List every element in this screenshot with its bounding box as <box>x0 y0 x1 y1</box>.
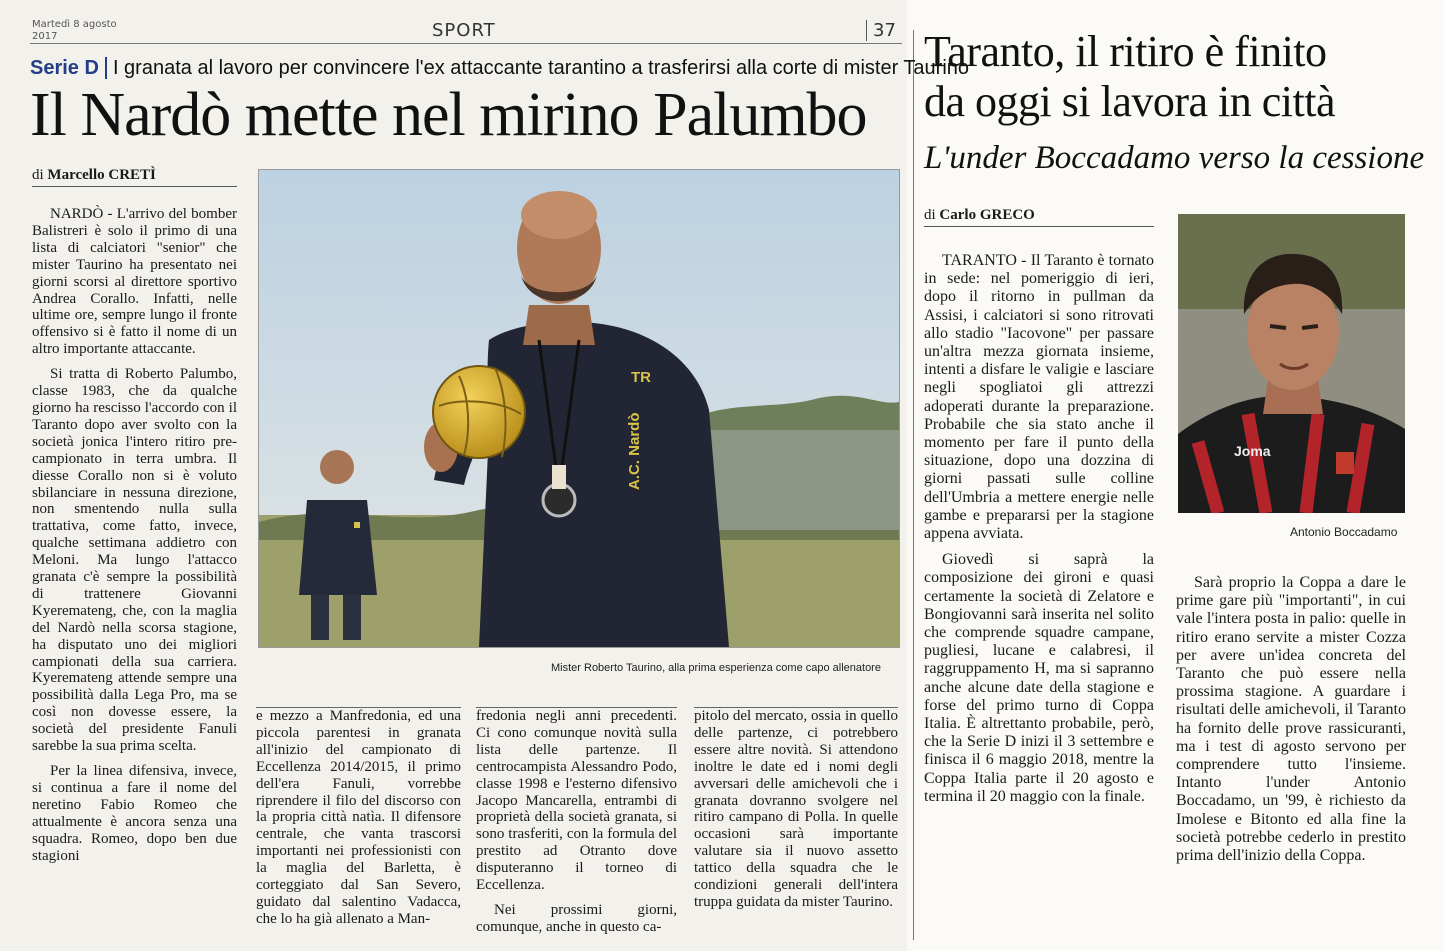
left-column-4 <box>694 707 898 911</box>
right-column-2 <box>1176 574 1406 865</box>
player-photo <box>1178 214 1405 513</box>
header-rule <box>30 43 902 44</box>
byline-author: Carlo GRECO <box>939 207 1035 223</box>
section-title: SPORT <box>432 20 496 41</box>
right-headline-line-1: Taranto, il ritiro è finito <box>924 27 1327 76</box>
player-photo-illustration <box>1178 214 1405 513</box>
kicker-separator <box>105 57 107 79</box>
right-headline-line-2: da oggi si lavora in città <box>924 77 1335 126</box>
shirt-sponsor: Joma <box>1234 443 1271 459</box>
right-col1-paragraph-1: TARANTO - Il Taranto è tornato in sede: nel pomeriggio di ieri, dopo il ritorno in pullman da Assisi, i calciatori si sono ritrovati allo stadio "Iacovone" per passare un'altra mezza giornata insieme, intenti a disfare le valigie e lasciare negli spogliatoi gli attrezzi adoperati durante la preparazione. Probabile che sia stato anche il momento per fare il punto della situazione, dopo una dozzina di giorni passati sulle colline dell'Umbria a mettere energie nelle gambe e prepararsi per la stagione appena avviata. <box>924 252 1154 543</box>
left-kicker <box>30 57 970 80</box>
left-col1-paragraph-3: Per la linea difensiva, invece, si continua a fare il nome del neretino Fabio Romeo che attualmente è ancora senza una squadra. Romeo, dopo ben due stagioni <box>32 763 237 864</box>
left-column-2 <box>256 707 461 928</box>
left-col3-paragraph-2: Nei prossimi giorni, comunque, anche in questo ca- <box>476 901 677 935</box>
right-column-1 <box>924 252 1154 806</box>
coach-photo <box>258 169 900 648</box>
right-col2-paragraph: Sarà proprio la Coppa a dare le prime gare più "importanti", in cui vale l'intera posta in palio: quelle in ritiro erano servite a mister Cozza per avere un'idea concreta del Taranto che può essere nella prossima stagione. A guardare i risultati delle amichevoli, il Taranto ha fornito delle prove rassicuranti, ma i test di agosto servono per comprendere tutto l'insieme. Intanto l'under Antonio Boccadamo, un '99, è richiesto da Imolese e Bitonto ed alla fine la società potrebbe cederlo in prestito prima dell'inizio della Coppa. <box>1176 574 1406 865</box>
page-number: 37 <box>866 20 896 41</box>
left-col3-paragraph-1: fredonia negli anni precedenti. Ci cono comunque novità sulla lista delle partenze. Il centrocampista Alessandro Podo, classe 1998 e l'esterno difensivo Jacopo Mancarella, entrambi di proprietà della società granata, si sono trasferiti, con la formula del prestito ad Otranto dove disputeranno il torneo di Eccellenza. <box>476 708 677 894</box>
byline-author: Marcello CRETÌ <box>47 167 156 183</box>
left-column-3 <box>476 707 677 936</box>
kicker-tag: Serie D <box>30 57 99 79</box>
left-col1-paragraph-1: NARDÒ - L'arrivo del bomber Balistreri è solo il primo di una lista di calciatori "senior" che mister Taurino ha presentato nei giorni scorsi al direttore sportivo Andrea Corallo. Infatti, nelle ultime ore, sempre lungo il fronte offensivo si è fatto il nome di un altro importante attaccante. <box>32 206 237 358</box>
left-col2-paragraph: e mezzo a Manfredonia, ed una piccola parentesi in granata all'inizio del campionato di Eccellenza 2014/2015, il primo dell'era Fanuli, vorrebbe riprendere il filo del discorso con la propria città natìa. Il difensore centrale, che vanta trascorsi importanti nei professionisti con la maglia del Barletta, è corteggiato dal San Severo, guidato dal salentino Vadacca, che lo ha già allenato a Man- <box>256 708 461 927</box>
left-col1-paragraph-2: Si tratta di Roberto Palumbo, classe 1983, che da qualche giorno ha rescisso l'accordo con il Taranto dopo aver svolto con la società jonica l'intero ritiro pre-campionato in terra umbra. Il diesse Corallo non si è voluto sbilanciare in nessuna direzione, non smentendo nulla sulla trattativa, come fatto, invece, qualche settimana addietro con Meloni. Ma lungo l'attacco granata c'è sempre la possibilità di trattenere Giovanni Kyeremateng, che, con la maglia del Nardò nella scorsa stagione, ha disputato uno dei migliori campionati della sua carriera. Kyeremateng attende sempre una possibilità dalla Lega Pro, ma se così non dovesse essere, la società del presidente Fanuli sarebbe la sua prima scelta. <box>32 366 237 755</box>
right-byline <box>924 207 1154 227</box>
byline-prefix: di <box>32 167 44 183</box>
left-column-1 <box>32 206 237 864</box>
right-headline <box>924 27 1439 127</box>
right-col1-paragraph-2: Giovedì si saprà la composizione dei gironi e quasi certamente la società di Zelatore e Bongiovanni sarà inserita nel solito che comprende squadre campane, pugliesi, lucane e calabresi, il raggruppamento H, ma si sapranno anche alcune date della stagione e forse del primo turno di Coppa Italia. È altrettanto probabile, però, che la Serie D inizi il 3 settembre e finisca il 6 maggio 2018, mentre la Coppa Italia parte il 20 agosto e termina il 20 maggio con la finale. <box>924 551 1154 805</box>
player-photo-caption: Antonio Boccadamo <box>1290 525 1398 539</box>
issue-date-year: 2017 <box>32 31 58 42</box>
coach-photo-caption: Mister Roberto Taurino, alla prima esperienza come capo allenatore <box>551 662 881 674</box>
byline-prefix: di <box>924 207 936 223</box>
page-divider <box>913 30 914 940</box>
left-byline <box>32 167 237 187</box>
left-col4-paragraph: pitolo del mercato, ossia in quello delle partenze, ci potrebbero essere altre novità. Si attendono inoltre le date ed i nomi degli avversari delle amichevoli che i granata dovranno svolgere nel ritiro campano di Polla. In quelle occasioni sarà importante valutare sia il nuovo assetto tattico della squadra che le condizioni generali dell'intera truppa guidata da mister Taurino. <box>694 708 898 910</box>
left-headline: Il Nardò mette nel mirino Palumbo <box>30 81 867 149</box>
kicker-text: I granata al lavoro per convincere l'ex attaccante tarantino a trasferirsi alla corte di mister Taurino <box>112 57 970 79</box>
shirt-initials: TR <box>631 369 651 386</box>
coach-photo-illustration <box>259 170 899 647</box>
right-subheadline: L'under Boccadamo verso la cessione <box>924 140 1425 176</box>
issue-date-day: Martedì 8 agosto <box>32 19 117 30</box>
byline-rule <box>32 186 237 187</box>
issue-date <box>32 19 142 43</box>
shirt-club-name: A.C. Nardò <box>626 412 643 490</box>
byline-rule <box>924 226 1154 227</box>
